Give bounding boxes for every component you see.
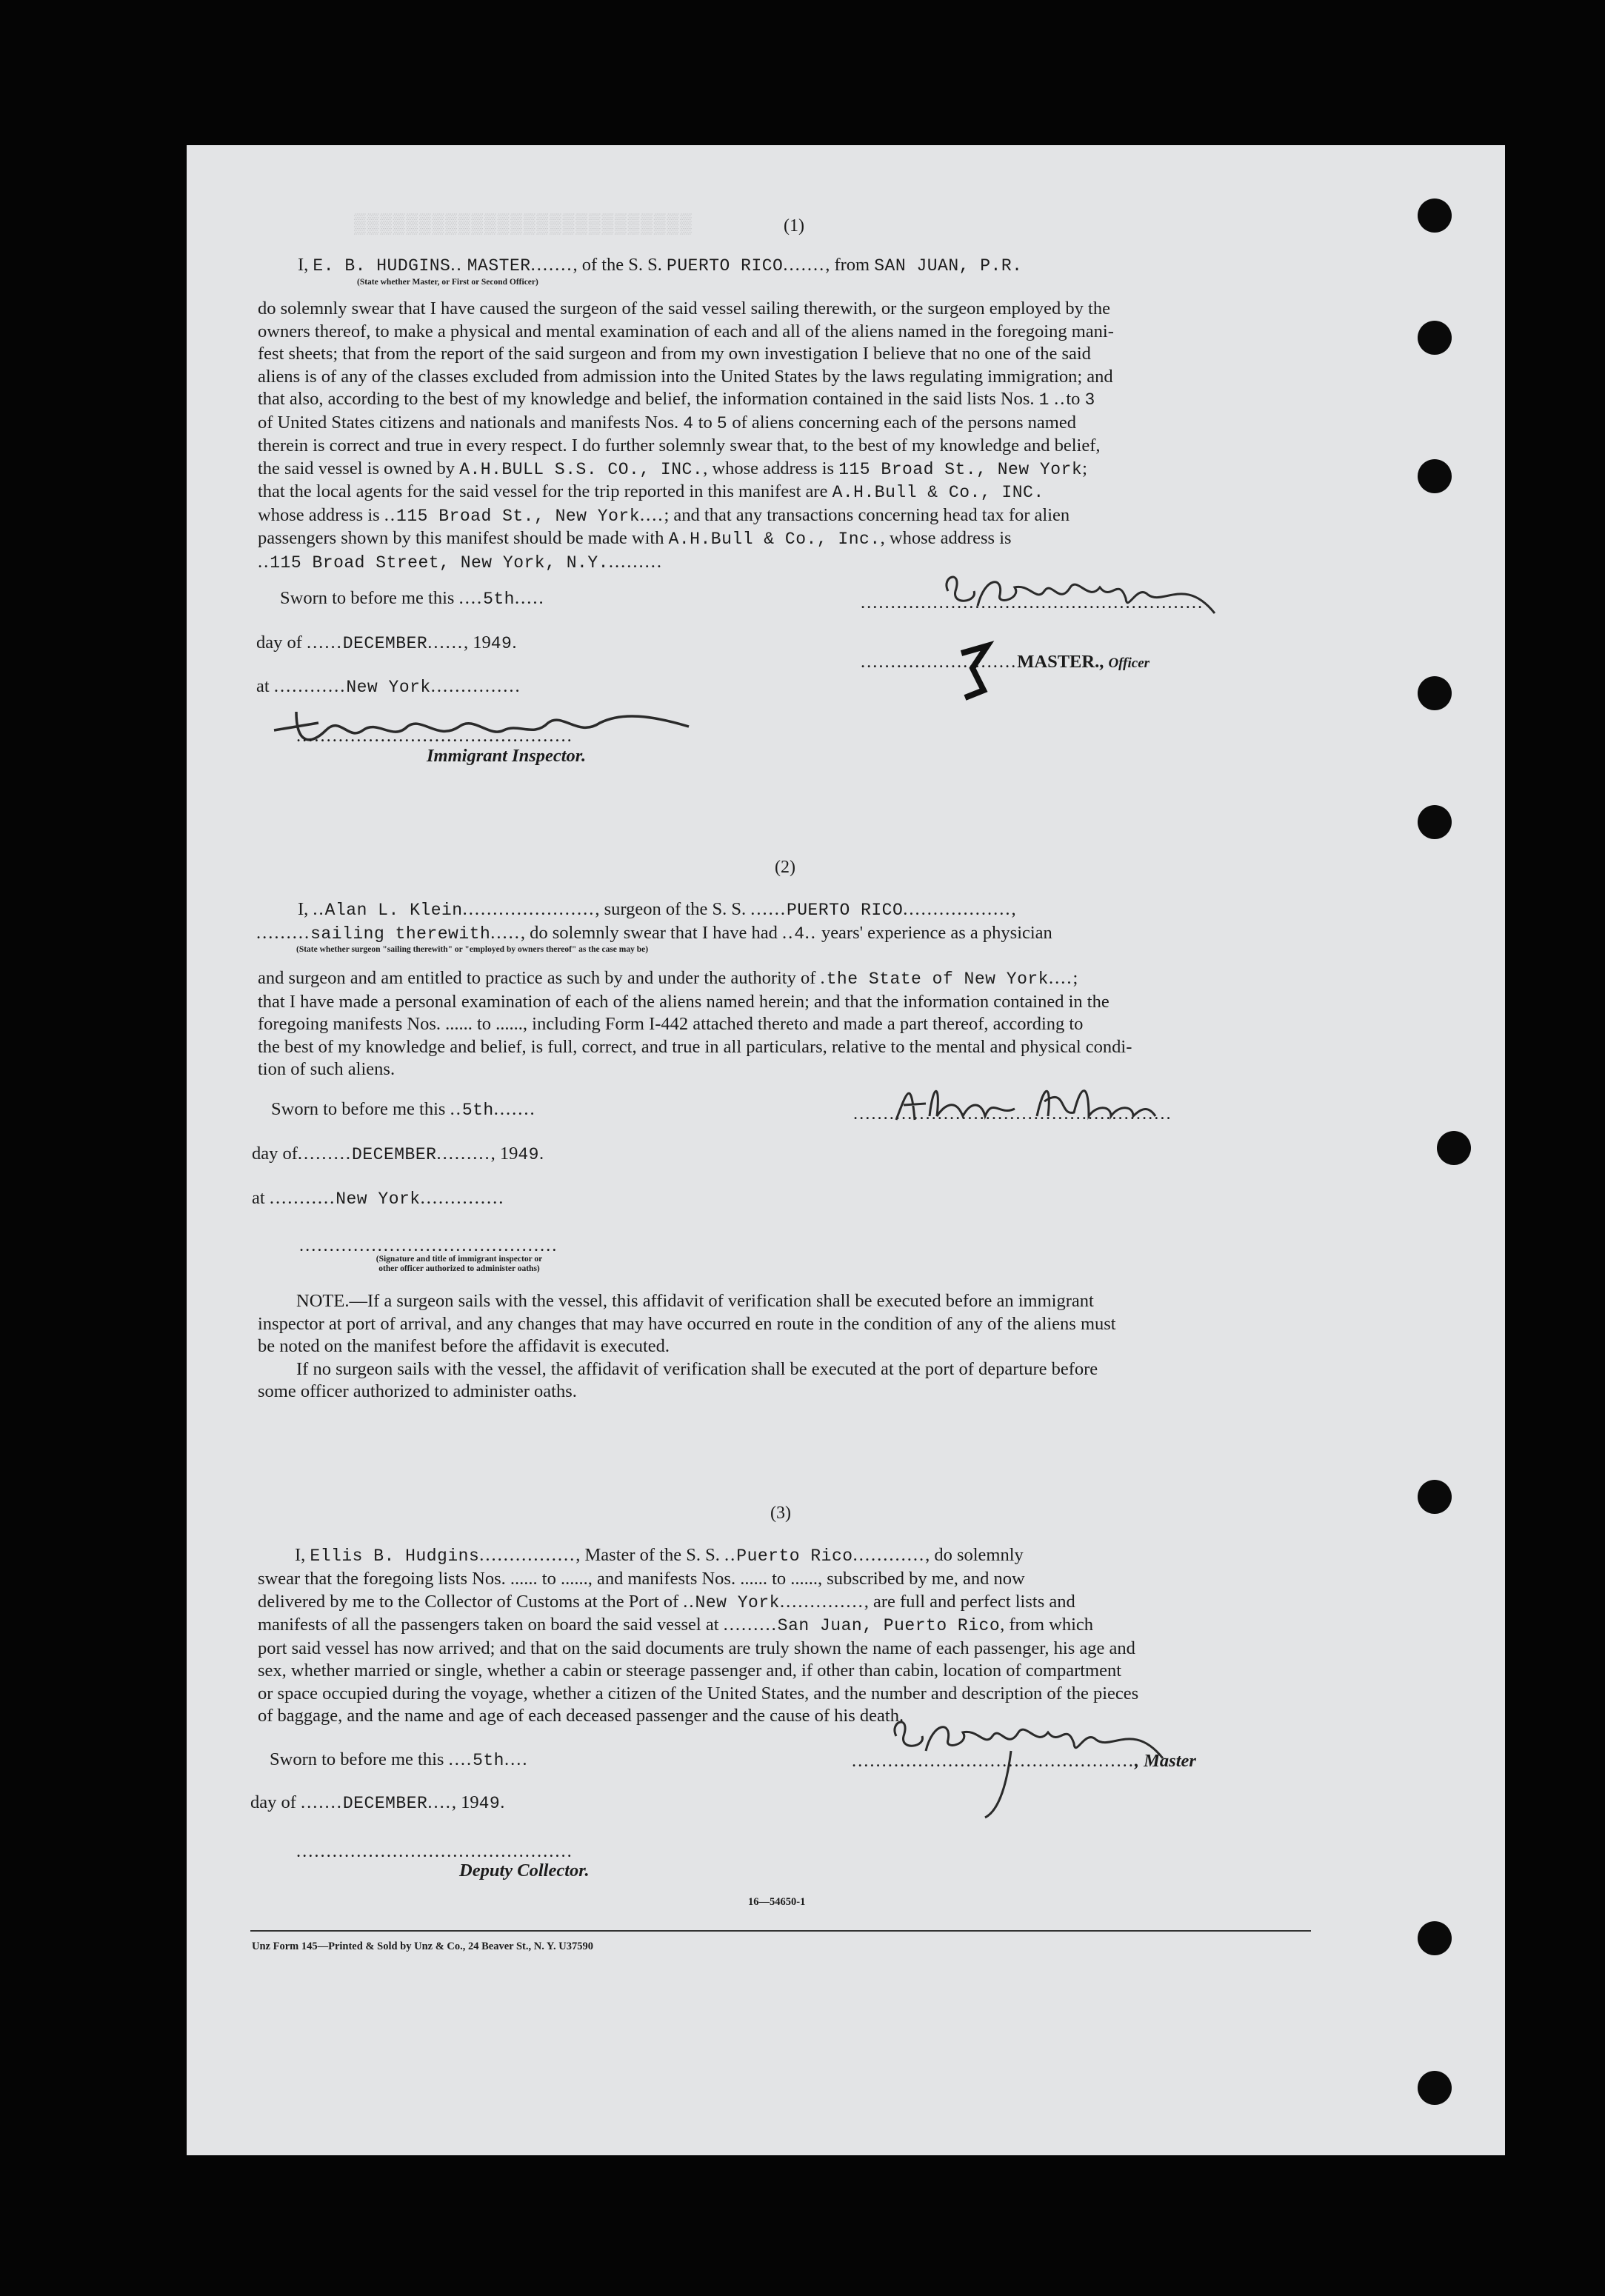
officer-title: MASTER — [467, 256, 531, 276]
signature-line: ..................................................... — [853, 1104, 1172, 1124]
punch-hole — [1418, 676, 1452, 710]
master-sign-line: ..............................................., Master — [852, 1751, 1196, 1771]
surgeon-status-line: .........sailing therewith....., do solemnly swear that I have had ..4.. years' experience as a physician — [256, 923, 1052, 944]
place-line: at ............New York............... — [256, 676, 521, 697]
surgeon-status: sailing therewith — [310, 924, 491, 944]
punch-hole — [1418, 459, 1452, 493]
status-caption: (State whether surgeon "sailing therewith" or "employed by owners thereof" as the case may be) — [296, 945, 649, 954]
section-number: (2) — [775, 858, 795, 877]
surgeon-oath-line: I, ..Alan L. Klein......................, surgeon of the S. S. ......PUERTO RICO.................., — [298, 899, 1016, 920]
sworn-line: Sworn to before me this ....5th.... — [270, 1749, 529, 1770]
collector-oath-line: I, Ellis B. Hudgins................, Master of the S. S. ..Puerto Rico............, do solemnly — [295, 1545, 1024, 1566]
master-name: E. B. HUDGINS — [313, 256, 451, 276]
punch-hole — [1418, 2071, 1452, 2105]
sworn-line: Sworn to before me this ..5th....... — [271, 1099, 536, 1120]
punch-hole — [1418, 1480, 1452, 1514]
master-name-3: Ellis B. Hudgins — [310, 1546, 480, 1566]
master-oath-line: I, E. B. HUDGINS.. MASTER......., of the S. S. PUERTO RICO......., from SAN JUAN, P.R. — [298, 255, 1023, 276]
title-caption: (State whether Master, or First or Second Officer) — [357, 278, 538, 287]
master-role-line: ..........................MASTER., Officer — [861, 652, 1150, 672]
officer-caption: (Signature and title of immigrant inspector or other officer authorized to administer oaths) — [376, 1255, 543, 1273]
section-number: (3) — [770, 1504, 791, 1523]
punch-hole — [1418, 321, 1452, 355]
surgeon-signature — [874, 1075, 1200, 1138]
bleed-through: ▒▒▒▒▒▒▒▒▒▒▒▒▒▒▒▒▒▒▒▒▒▒▒▒▒▒ — [354, 213, 693, 236]
oath-body: do solemnly swear that I have caused the surgeon of the said vessel sailing therewith, or the surgeon employed by the owners thereof, to make a physical and mental examination of each and all of the aliens named in the foregoing mani- fest sheets; that from the report of the said surgeon and from my own investigation I believe that no one of the said aliens is of any of the classes excluded from admission into the United States by the laws regulating immigration; and that also, according to the best of my knowledge and belief, the information contained in the said lists Nos. 1 ..to 3 of United States citizens and nationals and manifests Nos. 4 to 5 of aliens concerning each of the persons named therein is correct and true in every respect. I do further solemnly swear that, to the best of my knowledge and belief, the said vessel is owned by A.H.BULL S.S. CO., INC., whose address is 115 Broad St., New York; that the local agents for the said vessel for the trip reported in this manifest are A.H.Bull & Co., INC. whose address is ..115 Broad St., New York....; and that any transactions concerning head tax for alien passengers shown by this manifest should be made with A.H.Bull & Co., Inc., whose address is ..115 Broad Street, New York, N.Y.......... — [258, 298, 1114, 573]
punch-hole — [1418, 1921, 1452, 1955]
collector-label: Deputy Collector. — [459, 1861, 590, 1880]
surgeon-body: and surgeon and am entitled to practice as such by and under the authority of .the State of New York....; that I have made a personal examination of each of the aliens named herein; and that the information contained in the foregoing manifests Nos. ...... to ......, including Form I-442 attached thereto and made a part thereof, according to the best of my knowledge and belief, is full, correct, and true in all particulars, relative to the mental and physical condi- tion of such aliens. — [258, 968, 1132, 1079]
inspector-line: .............................................. — [296, 726, 573, 746]
date-line: day of.........DECEMBER........., 1949. — [252, 1144, 546, 1164]
form-code: 16—54650-1 — [748, 1896, 806, 1908]
collector-body: swear that the foregoing lists Nos. ...... to ......, and manifests Nos. ...... to ......, subscribed by me, and now delivered by me to the Collector of Customs at the Port of ..New York.............., are full and perfect lists and manifests of all the passengers taken on board the said vessel at .........San Juan, Puerto Rico, from which port said vessel has now arrived; and that on the said documents are truly shown the name of each passenger, his age and sex, whether married or single, whether a cabin or steerage passenger and, if other than cabin, location of compartment or space occupied during the voyage, whether a citizen of the United States, and the number and description of the pieces of baggage, and the name and age of each deceased passenger and the cause of his death. — [258, 1569, 1139, 1726]
signature-line: ......................................................... — [861, 593, 1204, 613]
officer-line: ........................................... — [299, 1235, 558, 1255]
date-line: day of ......DECEMBER......, 1949. — [256, 633, 518, 653]
punch-hole — [1418, 198, 1452, 233]
ship-name: PUERTO RICO — [667, 256, 784, 276]
surgeon-name: Alan L. Klein — [324, 901, 463, 920]
place-line: at ...........New York.............. — [252, 1188, 505, 1209]
punch-hole — [1437, 1131, 1471, 1165]
master-signature — [933, 561, 1244, 632]
note-block: NOTE.—If a surgeon sails with the vessel, this affidavit of verification shall be executed before an immigrant inspector at port of arrival, and any changes that may have occurred en route in the condition of any of the aliens must be noted on the manifest before the affidavit is executed. If no surgeon sails with the vessel, the affidavit of verification shall be executed at the port of departure before some officer authorized to administer oaths. — [258, 1291, 1116, 1401]
master-signature-3 — [881, 1706, 1229, 1829]
inspector-label: Immigrant Inspector. — [427, 746, 587, 766]
agent-name: A.H.Bull & Co., INC. — [832, 483, 1044, 502]
sworn-line: Sworn to before me this ....5th..... — [280, 588, 545, 609]
initial-mark — [954, 638, 998, 709]
section-number: (1) — [784, 216, 804, 236]
printer-footer: Unz Form 145—Printed & Sold by Unz & Co., 24 Beaver St., N. Y. U37590 — [252, 1940, 594, 1952]
punch-hole — [1418, 805, 1452, 839]
footer-rule — [250, 1930, 1311, 1932]
collector-line: .............................................. — [296, 1841, 573, 1861]
departure-port: SAN JUAN, P.R. — [874, 256, 1023, 276]
owner-name: A.H.BULL S.S. CO., INC. — [459, 459, 704, 479]
date-line: day of .......DECEMBER...., 1949. — [250, 1792, 507, 1813]
